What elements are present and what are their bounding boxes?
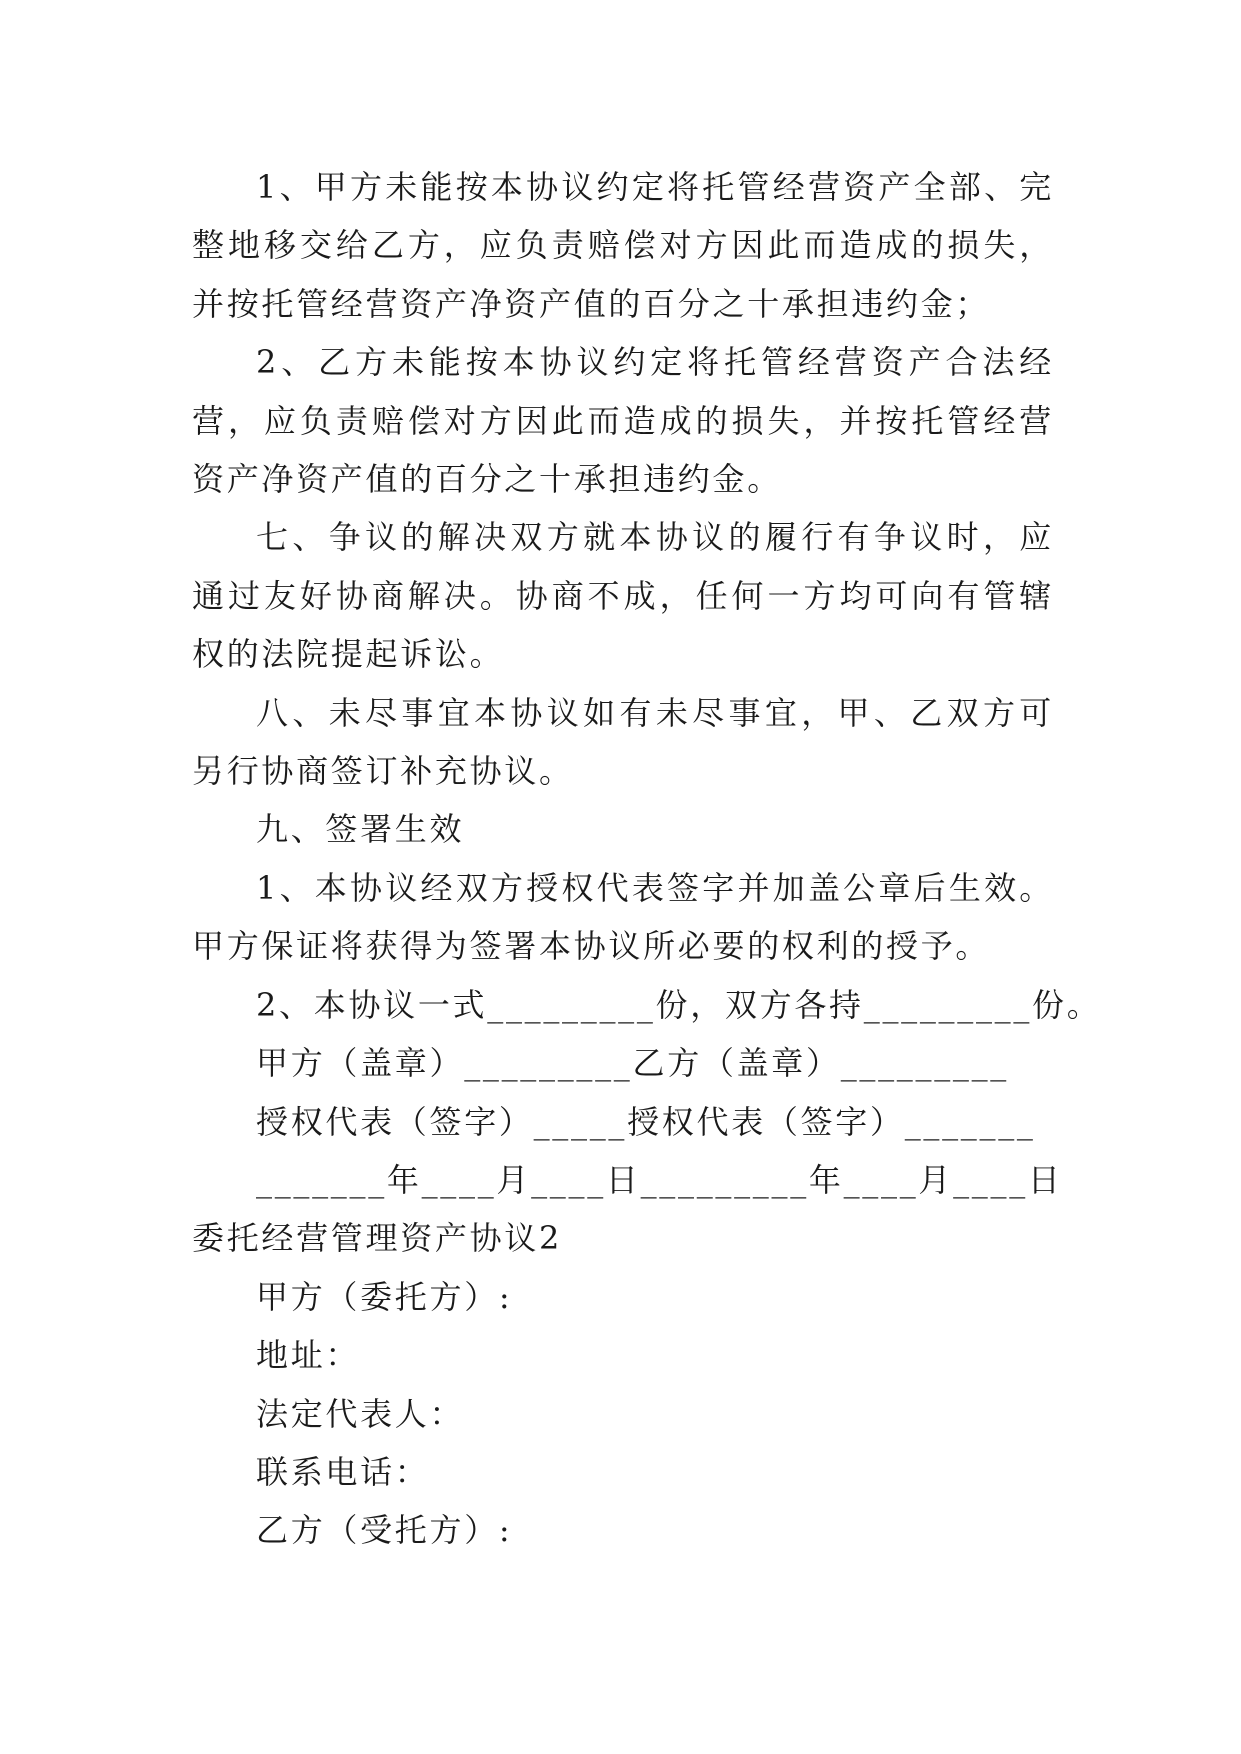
section-unresolved-matters: 八、未尽事宜本协议如有未尽事宜，甲、乙双方可另行协商签订补充协议。 [192, 693, 1054, 791]
form-date-line: _______年____月____日_________年____月____日 [256, 1160, 1063, 1199]
clause-effectiveness: 1、本协议经双方授权代表签字并加盖公章后生效。甲方保证将获得为签署本协议所必要的权利的授予。 [192, 868, 1054, 966]
document-page [192, 158, 1102, 1560]
field-address: 地址： [256, 1336, 361, 1375]
form-signature-line: 授权代表（签字）_____授权代表（签字）_______ [256, 1102, 1036, 1141]
clause-party-a-breach: 1、甲方未能按本协议约定将托管经营资产全部、完整地移交给乙方，应负责赔偿对方因此而造成的损失，并按托管经营资产净资产值的百分之十承担违约金； [192, 168, 1054, 323]
field-legal-representative: 法定代表人： [256, 1394, 465, 1433]
clause-party-b-breach: 2、乙方未能按本协议约定将托管经营资产合法经营，应负责赔偿对方因此而造成的损失，并按托管经营资产净资产值的百分之十承担违约金。 [192, 343, 1054, 499]
agreement-2-title: 委托经营管理资产协议2 [192, 1219, 563, 1258]
section-dispute-resolution: 七、争议的解决双方就本协议的履行有争议时，应通过友好协商解决。协商不成，任何一方均可向有管辖权的法院提起诉讼。 [192, 518, 1054, 674]
field-phone: 联系电话： [256, 1452, 430, 1491]
field-party-b: 乙方（受托方）: [256, 1511, 513, 1550]
form-copies-line: 2、本协议一式_________份，双方各持_________份。 [256, 985, 1102, 1024]
form-seal-line: 甲方（盖章）_________乙方（盖章）_________ [256, 1044, 1010, 1083]
field-party-a: 甲方（委托方）: [256, 1277, 513, 1316]
section-signing-heading: 九、签署生效 [256, 810, 465, 849]
